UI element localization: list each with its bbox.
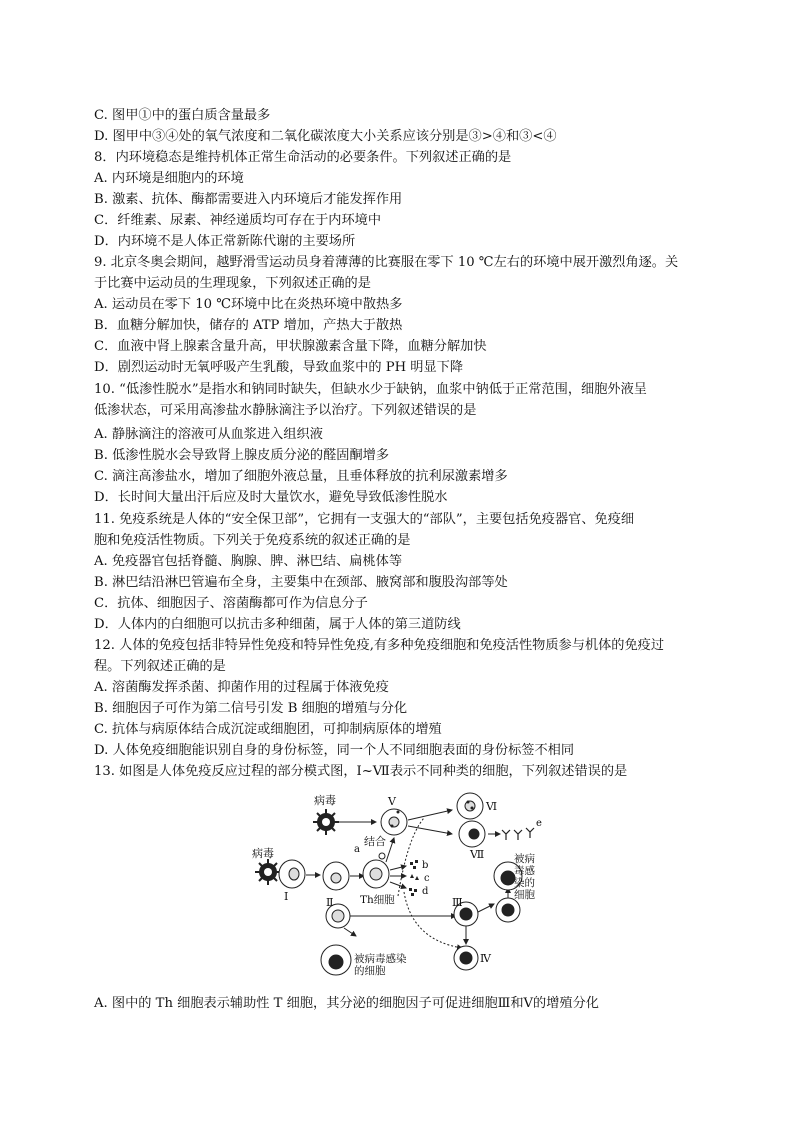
option-9a: A. 运动员在零下 10 ℃环境中比在炎热环境中散热多 bbox=[94, 297, 403, 312]
question-10-stem-line1: 10. “低渗性脱水”是指水和钠同时缺失，但缺水少于缺钠，血浆中钠低于正常范围，细胞外液呈 bbox=[94, 382, 647, 397]
antibody-icons bbox=[502, 828, 534, 840]
receptor-a bbox=[379, 853, 385, 859]
label-infected-right-4: 细胞 bbox=[514, 889, 535, 901]
label-e: e bbox=[536, 818, 542, 829]
option-10d: D．长时间大量出汗后应及时大量饮水，避免导致低渗性脱水 bbox=[94, 490, 448, 505]
question-10-stem-line2: 低渗状态，可采用高渗盐水静脉滴注予以治疗。下列叙述错误的是 bbox=[94, 403, 477, 418]
immune-response-diagram bbox=[244, 788, 564, 988]
option-12b: B. 细胞因子可作为第二信号引发 B 细胞的增殖与分化 bbox=[94, 701, 408, 716]
label-infected-bottom-1: 被病毒感染 bbox=[354, 953, 407, 965]
question-12-stem-line1: 12. 人体的免疫包括非特异性免疫和特异性免疫,有多种免疫细胞和免疫活性物质参与机体的免疫过 bbox=[94, 638, 665, 653]
label-roman-6: Ⅵ bbox=[486, 800, 498, 813]
label-roman-3: Ⅲ bbox=[452, 896, 463, 909]
option-11b: B. 淋巴结沿淋巴管遍布全身，主要集中在颈部、腋窝部和腹股沟部等处 bbox=[94, 575, 508, 590]
option-12a: A. 溶菌酶发挥杀菌、抑菌作用的过程属于体液免疫 bbox=[94, 680, 389, 695]
option-11a: A. 免疫器官包括脊髓、胸腺、脾、淋巴结、扁桃体等 bbox=[94, 554, 403, 569]
option-10b: B. 低渗性脱水会导致肾上腺皮质分泌的醛固酮增多 bbox=[94, 448, 390, 463]
option-10c: C. 滴注高渗盐水，增加了细胞外液总量，且垂体释放的抗利尿激素增多 bbox=[94, 469, 508, 484]
label-th-cell: Th细胞 bbox=[360, 894, 395, 906]
label-a: a bbox=[354, 844, 360, 855]
question-8-stem: 8．内环境稳态是维持机体正常生命活动的必要条件。下列叙述正确的是 bbox=[94, 150, 512, 165]
option-9c: C．血液中肾上腺素含量升高，甲状腺激素含量下降，血糖分解加快 bbox=[94, 339, 487, 354]
virus-icon-left bbox=[255, 859, 281, 885]
option-8c: C．纤维素、尿素、神经递质均可存在于内环境中 bbox=[94, 213, 382, 228]
option-12c: C. 抗体与病原体结合成沉淀或细胞团，可抑制病原体的增殖 bbox=[94, 722, 442, 737]
option-9d: D．剧烈运动时无氧呼吸产生乳酸，导致血浆中的 PH 明显下降 bbox=[94, 360, 464, 375]
label-infected-right-2: 毒感 bbox=[514, 865, 535, 877]
label-infected-bottom-2: 的细胞 bbox=[354, 965, 386, 977]
question-12-stem-line2: 程。下列叙述正确的是 bbox=[94, 659, 226, 674]
label-b: b bbox=[422, 860, 429, 871]
question-11-stem-line1: 11. 免疫系统是人体的“安全保卫部”，它拥有一支强大的“部队”，主要包括免疫器官、免疫细 bbox=[94, 512, 635, 527]
label-infected-right-3: 染的 bbox=[514, 877, 535, 889]
label-roman-4: Ⅳ bbox=[480, 952, 491, 965]
question-11-stem-line2: 胞和免疫活性物质。下列关于免疫系统的叙述正确的是 bbox=[94, 533, 411, 548]
label-roman-1: Ⅰ bbox=[284, 890, 289, 903]
option-9b: B．血糖分解加快，储存的 ATP 增加，产热大于散热 bbox=[94, 318, 403, 333]
option-13a: A. 图中的 Th 细胞表示辅助性 T 细胞，其分泌的细胞因子可促进细胞Ⅲ和Ⅴ的增殖分化 bbox=[94, 996, 599, 1011]
option-7c: C. 图甲①中的蛋白质含量最多 bbox=[94, 108, 271, 123]
option-8b: B. 激素、抗体、酶都需要进入内环境后才能发挥作用 bbox=[94, 192, 403, 207]
label-c: c bbox=[424, 873, 430, 884]
label-d: d bbox=[422, 886, 429, 897]
option-7d: D. 图甲中③④处的氧气浓度和二氧化碳浓度大小关系应该分别是③>④和③<④ bbox=[94, 129, 557, 144]
option-10a: A. 静脉滴注的溶液可从血浆进入组织液 bbox=[94, 427, 323, 442]
label-roman-5: Ⅴ bbox=[388, 795, 396, 808]
virus-icon-top bbox=[313, 809, 339, 835]
option-12d: D. 人体免疫细胞能识别自身的身份标签，同一个人不同细胞表面的身份标签不相同 bbox=[94, 743, 575, 758]
label-roman-7: Ⅶ bbox=[470, 848, 485, 861]
question-9-stem-line2: 于比赛中运动员的生理现象，下列叙述正确的是 bbox=[94, 276, 371, 291]
label-virus-left: 病毒 bbox=[252, 847, 274, 860]
question-13-stem: 13. 如图是人体免疫反应过程的部分模式图，Ⅰ~Ⅶ表示不同种类的细胞，下列叙述错误的是 bbox=[94, 764, 628, 779]
option-11d: D．人体内的白细胞可以抗击多种细菌，属于人体的第三道防线 bbox=[94, 617, 461, 632]
label-virus-top: 病毒 bbox=[314, 794, 336, 807]
option-8a: A. 内环境是细胞内的环境 bbox=[94, 171, 244, 186]
label-combine: 结合 bbox=[364, 835, 386, 848]
label-roman-2: Ⅱ bbox=[326, 896, 334, 909]
question-9-stem-line1: 9. 北京冬奥会期间，越野滑雪运动员身着薄薄的比赛服在零下 10 ℃左右的环境中展开激烈角逐。关 bbox=[94, 255, 679, 270]
option-11c: C．抗体、细胞因子、溶菌酶都可作为信息分子 bbox=[94, 596, 368, 611]
label-infected-right-1: 被病 bbox=[514, 853, 535, 865]
option-8d: D．内环境不是人体正常新陈代谢的主要场所 bbox=[94, 234, 356, 249]
